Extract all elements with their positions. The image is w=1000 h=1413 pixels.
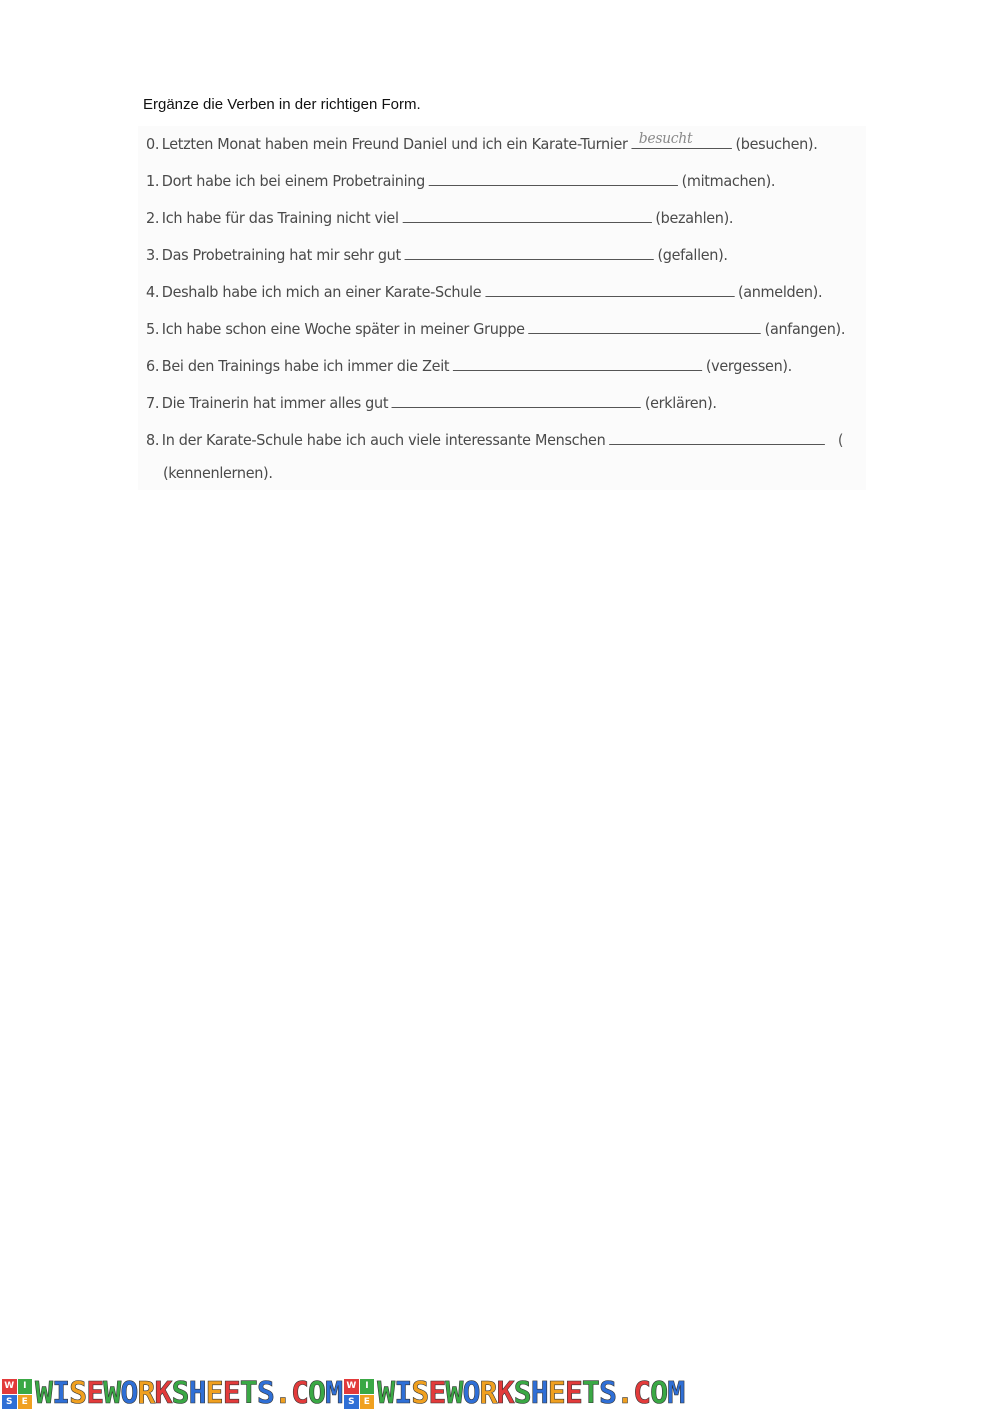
verb-hint: (vergessen).	[705, 357, 792, 375]
item-sentence: Letzten Monat haben mein Freund Daniel und ich ein Karate-Turnier	[161, 135, 628, 153]
answer-blank[interactable]	[392, 389, 641, 408]
exercise-item-1	[146, 167, 775, 193]
item-sentence: Das Probetraining hat mir sehr gut	[161, 246, 401, 264]
logo-badge-icon: W I S E	[344, 1379, 374, 1409]
item-sentence: Deshalb habe ich mich an einer Karate-Schule	[161, 283, 482, 301]
answer-blank[interactable]	[528, 315, 761, 334]
verb-hint: (anmelden).	[737, 283, 823, 301]
item-number: 6.	[146, 357, 160, 375]
example-answer: besucht	[638, 129, 693, 147]
item-number: 0.	[146, 135, 160, 153]
answer-blank[interactable]	[405, 241, 654, 260]
answer-blank[interactable]	[453, 352, 702, 371]
logo-badge-icon: W I S E	[2, 1379, 32, 1409]
answer-blank[interactable]	[402, 204, 651, 223]
verb-hint: (mitmachen).	[681, 172, 776, 190]
cut-off-hint: (	[837, 431, 844, 449]
instruction-heading: Ergänze die Verben in der richtigen Form.	[143, 96, 421, 113]
exercise-item-7	[146, 389, 717, 415]
item-sentence: Dort habe ich bei einem Probetraining	[161, 172, 425, 190]
answer-blank[interactable]	[609, 426, 825, 445]
exercise-item-0	[146, 130, 817, 156]
exercise-item-2	[146, 204, 733, 230]
verb-hint: (anfangen).	[764, 320, 846, 338]
item-sentence: Ich habe für das Training nicht viel	[161, 209, 399, 227]
item-number: 8.	[146, 431, 160, 449]
verb-hint: (erklären).	[644, 394, 717, 412]
item-number: 1.	[146, 172, 160, 190]
answer-blank[interactable]	[485, 278, 734, 297]
verb-hint: (bezahlen).	[655, 209, 734, 227]
exercise-item-5	[146, 315, 845, 341]
item-sentence: Ich habe schon eine Woche später in meiner Gruppe	[161, 320, 525, 338]
watermark-logo	[2, 1378, 342, 1410]
item-number: 4.	[146, 283, 160, 301]
item-number: 5.	[146, 320, 160, 338]
watermark-strip	[0, 1378, 1000, 1410]
item-sentence: Die Trainerin hat immer alles gut	[161, 394, 389, 412]
item-number: 2.	[146, 209, 160, 227]
exercise-item-4	[146, 278, 822, 304]
item-number: 7.	[146, 394, 160, 412]
answer-blank[interactable]	[429, 167, 678, 186]
answer-blank[interactable]	[631, 130, 731, 149]
item-sentence: Bei den Trainings habe ich immer die Zeit	[161, 357, 450, 375]
verb-hint: (gefallen).	[657, 246, 728, 264]
exercise-item-3	[146, 241, 728, 267]
exercise-item-6	[146, 352, 792, 378]
exercise-item-8	[146, 426, 843, 452]
item-number: 3.	[146, 246, 160, 264]
verb-hint: (besuchen).	[735, 135, 818, 153]
watermark-text: WISEWORKSHEETS.COM	[377, 1376, 685, 1411]
item-sentence: In der Karate-Schule habe ich auch viele interessante Menschen	[161, 431, 606, 449]
watermark-text: WISEWORKSHEETS.COM	[35, 1376, 343, 1411]
item-8-continuation: (kennenlernen).	[163, 464, 273, 482]
watermark-logo-repeat	[344, 1378, 684, 1410]
